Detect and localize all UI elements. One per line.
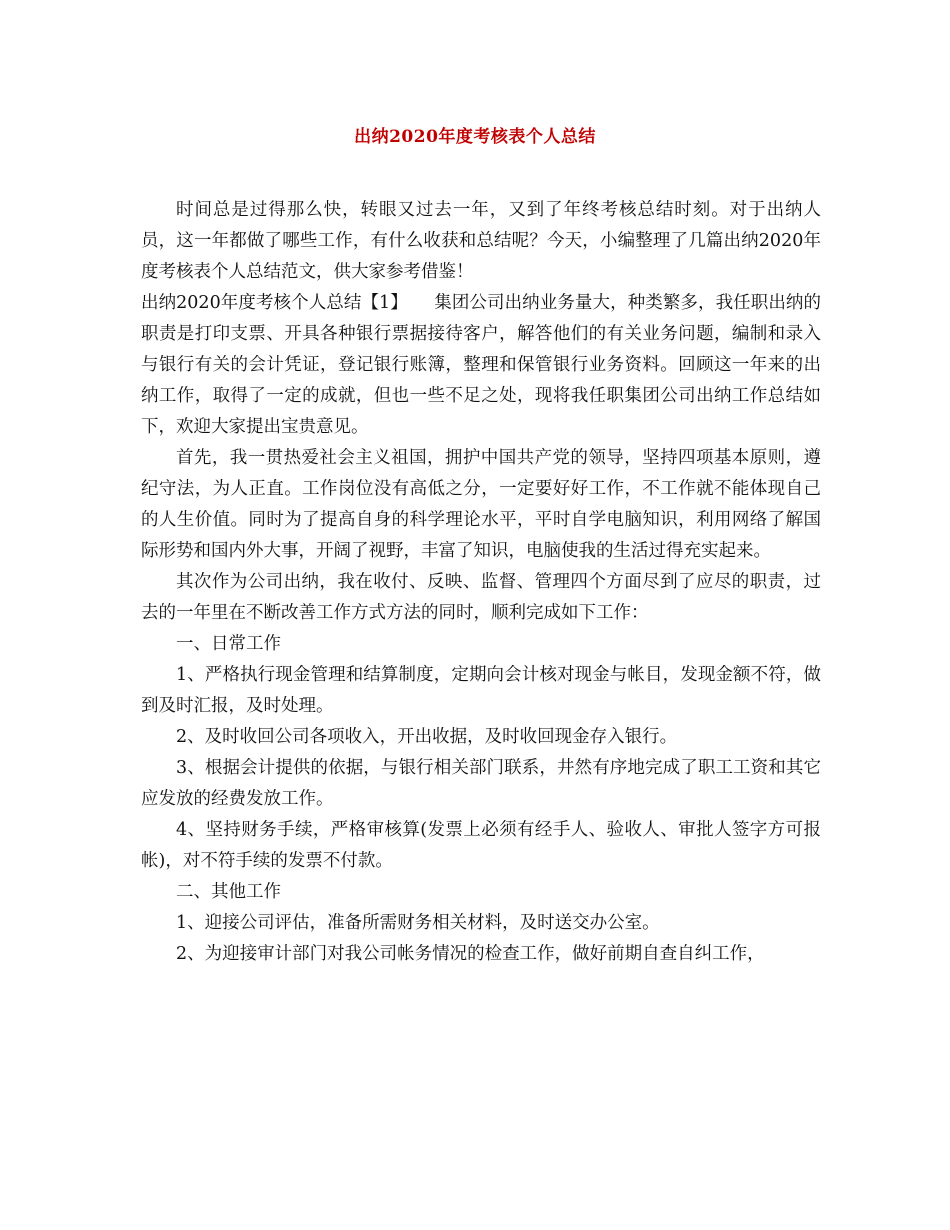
paragraph-intro: 时间总是过得那么快，转眼又过去一年，又到了年终考核总结时刻。对于出纳人员，这一年都做了哪些工作，有什么收获和总结呢？今天，小编整理了几篇出纳2020年度考核表个人总结范文，供大家参考借鉴！ [141, 200, 821, 282]
list-item: 4、坚持财务手续，严格审核算(发票上必须有经手人、验收人、审批人签字方可报帐)，对不符手续的发票不付款。 [141, 820, 821, 871]
list-item: 1、严格执行现金管理和结算制度，定期向会计核对现金与帐目，发现金额不符，做到及时汇报，及时处理。 [141, 665, 821, 716]
list-item: 2、及时收回公司各项收入，开出收据，及时收回现金存入银行。 [176, 727, 678, 747]
list-item: 1、迎接公司评估，准备所需财务相关材料，及时送交办公室。 [176, 913, 660, 933]
paragraph-summary-heading: 出纳2020年度考核个人总结【1】 集团公司出纳业务量大，种类繁多，我任职出纳的职责是打印支票、开具各种银行票据接待客户，解答他们的有关业务问题，编制和录入与银行有关的会计凭证，登记银行账簿，整理和保管银行业务资料。回顾这一年来的出纳工作，取得了一定的成就，但也一些不足之处，现将我任职集团公司出纳工作总结如下，欢迎大家提出宝贵意见。 [141, 293, 821, 437]
section-heading-other-work: 二、其他工作 [176, 882, 281, 902]
paragraph-first: 首先，我一贯热爱社会主义祖国，拥护中国共产党的领导，坚持四项基本原则，遵纪守法，为人正直。工作岗位没有高低之分，一定要好好工作，不工作就不能体现自己的人生价值。同时为了提高自身的科学理论水平，平时自学电脑知识，利用网络了解国际形势和国内外大事，开阔了视野，丰富了知识，电脑使我的生活过得充实起来。 [141, 448, 821, 561]
section-heading-daily-work: 一、日常工作 [176, 634, 281, 654]
document-title: 出纳2020年度考核表个人总结 [354, 127, 596, 147]
paragraph-second: 其次作为公司出纳，我在收付、反映、监督、管理四个方面尽到了应尽的职责，过去的一年里在不断改善工作方式方法的同时，顺利完成如下工作： [141, 572, 821, 623]
document-body [141, 195, 821, 970]
list-item: 3、根据会计提供的依据，与银行相关部门联系，井然有序地完成了职工工资和其它应发放的经费发放工作。 [141, 758, 821, 809]
list-item: 2、为迎接审计部门对我公司帐务情况的检查工作，做好前期自查自纠工作， [176, 944, 765, 964]
